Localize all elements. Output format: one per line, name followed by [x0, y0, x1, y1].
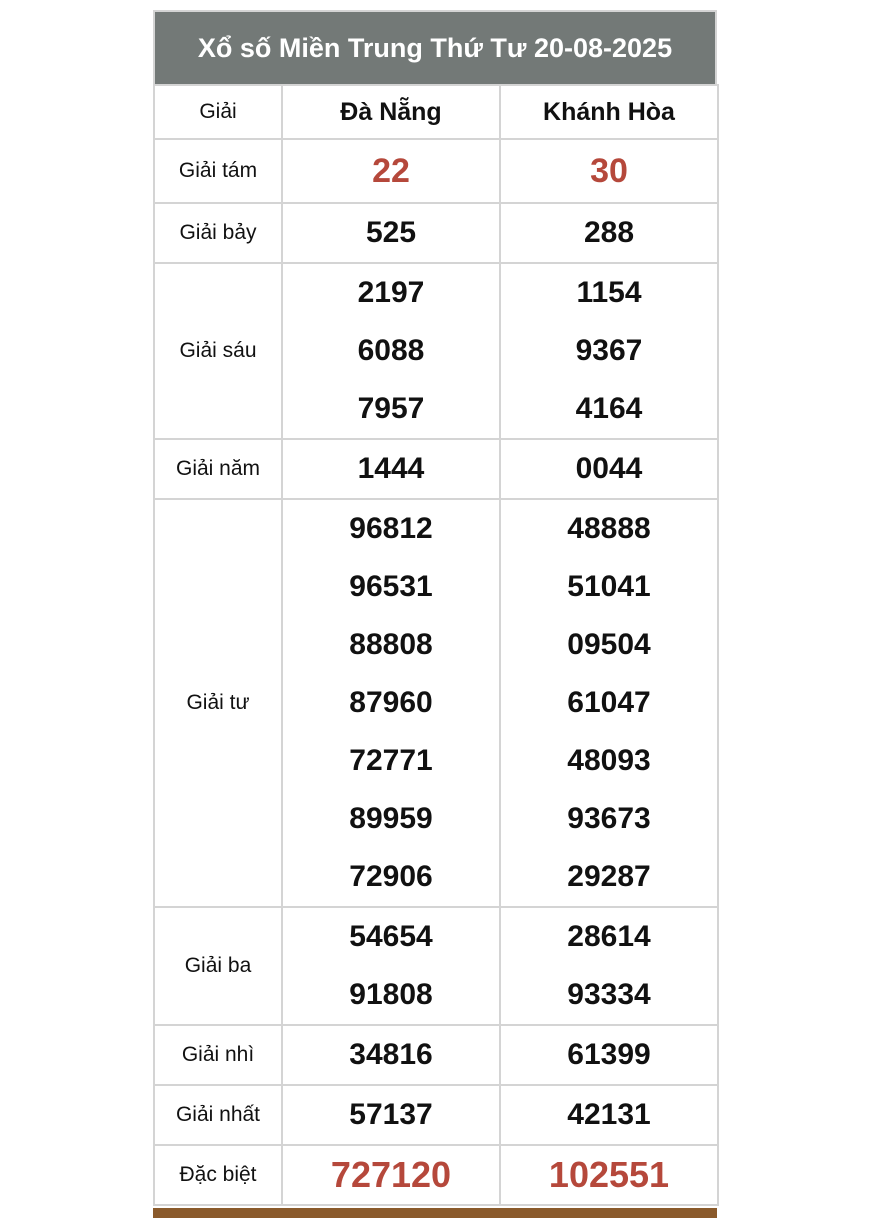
numbers-da-nang	[282, 203, 500, 263]
numbers-da-nang	[282, 439, 500, 499]
results-title: Xổ số Miền Trung Thứ Tư 20-08-2025	[153, 10, 717, 84]
prize-number: 54654	[349, 920, 433, 953]
prize-row-g8	[154, 139, 718, 203]
header-row	[154, 85, 718, 139]
prize-number: 87960	[349, 686, 433, 719]
prize-number: 1154	[576, 276, 642, 309]
prize-number: 30	[590, 152, 628, 190]
province-header-da-nang[interactable]: Đà Nẵng	[282, 85, 500, 139]
prize-label: Giải ba	[154, 907, 282, 1025]
numbers-khanh-hoa	[500, 139, 718, 203]
prize-label: Giải nhì	[154, 1025, 282, 1085]
prize-label: Giải nhất	[154, 1085, 282, 1145]
prize-table	[153, 84, 719, 1206]
prize-number: 48093	[567, 744, 651, 777]
prize-number: 22	[372, 152, 410, 190]
prize-number: 89959	[349, 802, 433, 835]
prize-number: 525	[365, 216, 417, 249]
prize-number: 7957	[357, 392, 425, 425]
prize-row-g1	[154, 1085, 718, 1145]
numbers-khanh-hoa	[500, 907, 718, 1025]
prize-row-g6	[154, 263, 718, 439]
numbers-da-nang	[282, 139, 500, 203]
prize-number: 72906	[349, 860, 433, 893]
prize-row-special	[154, 1145, 718, 1205]
prize-number: 0044	[575, 452, 643, 485]
numbers-khanh-hoa	[500, 1145, 718, 1205]
numbers-khanh-hoa	[500, 499, 718, 907]
prize-row-g5	[154, 439, 718, 499]
prize-number: 93673	[567, 802, 651, 835]
prize-number: 42131	[567, 1098, 651, 1131]
numbers-khanh-hoa	[500, 1025, 718, 1085]
special-prize-number: 102551	[548, 1154, 670, 1195]
prize-number: 288	[583, 216, 635, 249]
prize-label: Giải năm	[154, 439, 282, 499]
numbers-da-nang	[282, 1025, 500, 1085]
prize-number: 4164	[575, 392, 643, 425]
numbers-da-nang	[282, 263, 500, 439]
prize-number: 72771	[349, 744, 433, 777]
numbers-da-nang	[282, 1145, 500, 1205]
prize-label: Đặc biệt	[154, 1145, 282, 1205]
prize-number: 2197	[357, 276, 425, 309]
prize-number: 29287	[567, 860, 651, 893]
province-header-khanh-hoa[interactable]: Khánh Hòa	[500, 85, 718, 139]
prize-number: 48888	[567, 512, 651, 545]
prize-number: 93334	[567, 978, 651, 1011]
prize-label: Giải tám	[154, 139, 282, 203]
prize-number: 88808	[349, 628, 433, 661]
prize-column-header: Giải	[154, 85, 282, 139]
prize-number: 9367	[575, 334, 643, 367]
prize-row-g4	[154, 499, 718, 907]
prize-label: Giải sáu	[154, 263, 282, 439]
numbers-khanh-hoa	[500, 263, 718, 439]
numbers-khanh-hoa	[500, 439, 718, 499]
prize-number: 6088	[357, 334, 425, 367]
prize-row-g2	[154, 1025, 718, 1085]
numbers-khanh-hoa	[500, 1085, 718, 1145]
prize-number: 51041	[567, 570, 651, 603]
prize-number: 28614	[567, 920, 651, 953]
prize-number: 09504	[567, 628, 651, 661]
prize-row-g7	[154, 203, 718, 263]
bottom-divider-bar	[153, 1208, 717, 1218]
prize-number: 91808	[349, 978, 433, 1011]
prize-row-g3	[154, 907, 718, 1025]
prize-number: 96812	[349, 512, 433, 545]
prize-number: 1444	[357, 452, 425, 485]
prize-number: 57137	[349, 1098, 433, 1131]
prize-label: Giải tư	[154, 499, 282, 907]
numbers-da-nang	[282, 499, 500, 907]
lottery-results-table	[153, 10, 717, 1206]
prize-number: 61047	[567, 686, 651, 719]
prize-label: Giải bảy	[154, 203, 282, 263]
numbers-da-nang	[282, 907, 500, 1025]
prize-number: 61399	[567, 1038, 651, 1071]
special-prize-number: 727120	[330, 1154, 452, 1195]
numbers-da-nang	[282, 1085, 500, 1145]
prize-number: 34816	[349, 1038, 433, 1071]
numbers-khanh-hoa	[500, 203, 718, 263]
prize-number: 96531	[349, 570, 433, 603]
